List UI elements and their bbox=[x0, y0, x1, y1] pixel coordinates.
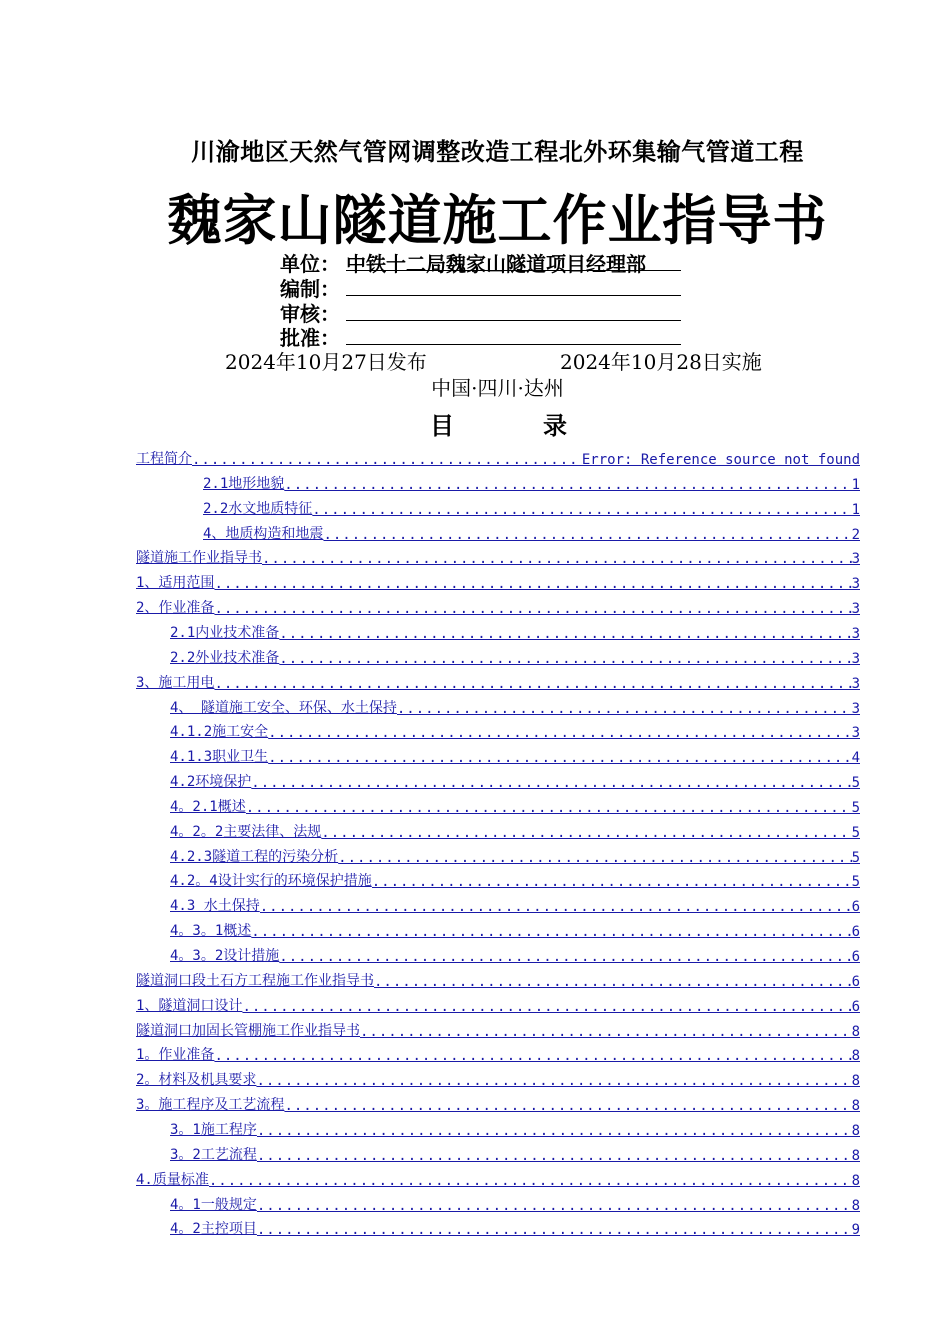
toc-entry[interactable] bbox=[136, 1020, 860, 1040]
toc-dot-leader bbox=[312, 502, 851, 518]
toc-entry[interactable] bbox=[170, 1194, 860, 1214]
toc-entry-page: 3 bbox=[851, 551, 860, 568]
toc-dot-leader bbox=[251, 775, 851, 791]
toc-entry[interactable] bbox=[136, 1094, 860, 1114]
toc-entry[interactable] bbox=[136, 1169, 860, 1189]
toc-dot-leader bbox=[279, 949, 851, 965]
toc-dot-leader bbox=[214, 1048, 851, 1064]
toc-entry-page: 8 bbox=[851, 1147, 860, 1164]
toc-entry[interactable] bbox=[203, 523, 860, 543]
toc-entry-title: 4.质量标准 bbox=[136, 1171, 209, 1188]
toc-dot-leader bbox=[214, 601, 851, 617]
toc-entry-page: 4 bbox=[851, 750, 860, 767]
toc-entry[interactable] bbox=[136, 1069, 860, 1089]
toc-entry[interactable] bbox=[203, 473, 860, 493]
toc-entry-page: 5 bbox=[851, 775, 860, 792]
toc-entry[interactable] bbox=[170, 1218, 860, 1238]
toc-entry-page: 5 bbox=[851, 824, 860, 841]
toc-entry-page: 8 bbox=[851, 1172, 860, 1189]
toc-dot-leader bbox=[256, 1073, 851, 1089]
toc-entry-title: 工程简介 bbox=[136, 451, 192, 467]
toc-entry-page: 8 bbox=[851, 1122, 860, 1139]
toc-entry[interactable] bbox=[136, 1044, 860, 1064]
toc-entry-page: 3 bbox=[851, 675, 860, 692]
toc-dot-leader bbox=[242, 999, 851, 1015]
toc-entry[interactable] bbox=[170, 1119, 860, 1139]
toc-entry-title: 2。材料及机具要求 bbox=[136, 1072, 257, 1089]
toc-entry-page: 1 bbox=[851, 501, 860, 518]
toc-dot-leader bbox=[214, 576, 851, 592]
toc-entry-title: 2.2外业技术准备 bbox=[170, 649, 280, 666]
toc-entry-page: 8 bbox=[851, 1048, 860, 1065]
toc-entry[interactable] bbox=[170, 771, 860, 791]
toc-entry-page: 5 bbox=[851, 849, 860, 866]
toc-entry-title: 4.3 水土保持 bbox=[170, 898, 260, 915]
toc-dot-leader bbox=[397, 701, 852, 717]
toc-entry-title: 4、地质构造和地震 bbox=[203, 525, 324, 542]
toc-entry[interactable] bbox=[136, 597, 860, 617]
toc-dot-leader bbox=[257, 1148, 852, 1164]
toc-dot-leader bbox=[279, 651, 851, 667]
toc-dot-leader bbox=[251, 924, 851, 940]
toc-title-left: 目 bbox=[430, 411, 454, 440]
toc-entry-page: 3 bbox=[851, 601, 860, 618]
toc-entry-title: 2、作业准备 bbox=[136, 600, 215, 617]
toc-entry-page: 6 bbox=[851, 973, 860, 990]
toc-entry-title: 4。1一般规定 bbox=[170, 1196, 257, 1213]
main-title: 魏家山隧道施工作业指导书 bbox=[167, 188, 828, 252]
toc-entry-page: 3 bbox=[851, 650, 860, 667]
toc-entry[interactable] bbox=[170, 796, 860, 816]
toc-entry[interactable] bbox=[170, 622, 860, 642]
approver-blank-line bbox=[346, 322, 681, 345]
toc-entry-page: 3 bbox=[851, 725, 860, 742]
toc-entry[interactable] bbox=[170, 945, 860, 965]
toc-entry-page: 8 bbox=[851, 1023, 860, 1040]
toc-entry-title: 1、隧道洞口设计 bbox=[136, 997, 243, 1014]
toc-entry[interactable] bbox=[170, 846, 860, 866]
toc-entry[interactable] bbox=[170, 721, 860, 741]
unit-value: 中铁十二局魏家山隧道项目经理部 bbox=[346, 248, 681, 271]
toc-entry-title: 4。2主控项目 bbox=[170, 1221, 257, 1238]
toc-dot-leader bbox=[374, 974, 852, 990]
toc-entry-title: 3、施工用电 bbox=[136, 674, 215, 691]
toc-entry-title: 4。3。2设计措施 bbox=[170, 948, 280, 964]
toc-entry-title: 4.1.3职业卫生 bbox=[170, 749, 269, 766]
effective-date: 2024年10月28日实施 bbox=[560, 350, 762, 374]
editor-label: 编制： bbox=[280, 277, 340, 301]
reviewer-label: 审核： bbox=[280, 302, 340, 326]
toc-dot-leader bbox=[257, 1198, 852, 1214]
toc-dot-leader bbox=[321, 825, 851, 841]
toc-entry[interactable] bbox=[136, 547, 860, 567]
location: 中国·四川·达州 bbox=[431, 376, 564, 400]
toc-entry-page: 6 bbox=[851, 949, 860, 965]
toc-entry-title: 3。施工程序及工艺流程 bbox=[136, 1097, 285, 1114]
toc-entry-page: 3 bbox=[851, 576, 860, 593]
toc-entry[interactable] bbox=[136, 995, 860, 1015]
toc-dot-leader bbox=[268, 750, 851, 766]
toc-entry-page: 6 bbox=[851, 998, 860, 1015]
toc-dot-leader bbox=[284, 1098, 851, 1114]
toc-entry-title: 4.2。4设计实行的环境保护措施 bbox=[170, 873, 372, 890]
toc-entry-title: 1、适用范围 bbox=[136, 575, 215, 592]
toc-entry-title: 4。2.1概述 bbox=[170, 798, 246, 815]
toc-dot-leader bbox=[323, 527, 851, 543]
toc-entry-page: 6 bbox=[851, 924, 860, 941]
toc-entry-title: 2.1地形地貌 bbox=[203, 475, 285, 492]
toc-dot-leader bbox=[246, 800, 852, 816]
toc-dot-leader bbox=[284, 477, 851, 493]
toc-entry[interactable] bbox=[170, 697, 860, 717]
toc-dot-leader bbox=[338, 850, 851, 866]
toc-entry-page: 8 bbox=[851, 1197, 860, 1214]
toc-dot-leader bbox=[260, 899, 852, 915]
toc-title-right: 录 bbox=[543, 411, 567, 440]
toc-entry-title: 4。3。1概述 bbox=[170, 923, 252, 940]
toc-dot-leader bbox=[372, 874, 852, 890]
toc-entry-page: 5 bbox=[851, 799, 860, 816]
toc-entry-title: 1。作业准备 bbox=[136, 1047, 215, 1064]
toc-dot-leader bbox=[262, 551, 852, 567]
toc-dot-leader bbox=[209, 1173, 852, 1189]
toc-entry[interactable] bbox=[136, 672, 860, 692]
toc-dot-leader bbox=[268, 725, 851, 741]
toc-dot-leader bbox=[192, 452, 582, 468]
toc-entry-title: 4、 隧道施工安全、环保、水土保持 bbox=[170, 699, 397, 716]
toc-dot-leader bbox=[257, 1222, 852, 1238]
toc-entry[interactable] bbox=[170, 895, 860, 915]
toc-entry-page: 3 bbox=[851, 700, 860, 717]
project-title: 川渝地区天然气管网调整改造工程北外环集输气管道工程 bbox=[191, 137, 804, 166]
toc-entry[interactable] bbox=[203, 498, 860, 518]
toc-entry-title: 4.2环境保护 bbox=[170, 774, 252, 791]
approver-label: 批准： bbox=[280, 326, 340, 350]
toc-dot-leader bbox=[279, 626, 851, 642]
toc-entry-page: Error: Reference source not found bbox=[581, 452, 860, 468]
toc-entry-page: 1 bbox=[851, 476, 860, 493]
toc-dot-leader bbox=[257, 1123, 852, 1139]
toc-dot-leader bbox=[214, 676, 851, 692]
toc-entry[interactable] bbox=[170, 746, 860, 766]
toc-entry-page: 5 bbox=[851, 874, 860, 891]
toc-entry-title: 4.1.2施工安全 bbox=[170, 724, 269, 741]
reviewer-blank-line bbox=[346, 298, 681, 321]
toc-entry-title: 4。2。2主要法律、法规 bbox=[170, 823, 322, 840]
toc-entry[interactable] bbox=[170, 647, 860, 667]
toc-entry[interactable] bbox=[136, 970, 860, 990]
toc-dot-leader bbox=[360, 1024, 852, 1040]
toc-entry[interactable] bbox=[170, 1144, 860, 1164]
toc-entry-title: 2.1内业技术准备 bbox=[170, 624, 280, 641]
toc-entry-title: 隧道施工作业指导书 bbox=[136, 550, 262, 567]
toc-entry-title: 2.2水文地质特征 bbox=[203, 500, 313, 517]
toc-entry[interactable] bbox=[170, 920, 860, 940]
toc-entry-page: 2 bbox=[851, 526, 860, 543]
toc-entry-title: 3。2工艺流程 bbox=[170, 1146, 257, 1163]
toc-entry-page: 6 bbox=[851, 899, 860, 916]
editor-blank-line bbox=[346, 273, 681, 296]
toc-entry-page: 9 bbox=[851, 1222, 860, 1239]
toc-entry-title: 3。1施工程序 bbox=[170, 1121, 257, 1138]
issue-date: 2024年10月27日发布 bbox=[225, 350, 427, 374]
toc-entry[interactable] bbox=[170, 821, 860, 841]
toc-entry-page: 3 bbox=[851, 625, 860, 642]
toc-entry[interactable] bbox=[170, 870, 860, 890]
toc-entry-title: 4.2.3隧道工程的污染分析 bbox=[170, 848, 339, 865]
toc-entry[interactable] bbox=[136, 572, 860, 592]
toc-entry[interactable] bbox=[136, 448, 860, 468]
unit-label: 单位： bbox=[280, 252, 340, 276]
toc-entry-title: 隧道洞口加固长管棚施工作业指导书 bbox=[136, 1022, 360, 1039]
toc-entry-title: 隧道洞口段土石方工程施工作业指导书 bbox=[136, 972, 374, 989]
toc-entry-page: 8 bbox=[851, 1073, 860, 1090]
toc-entry-page: 8 bbox=[851, 1098, 860, 1115]
